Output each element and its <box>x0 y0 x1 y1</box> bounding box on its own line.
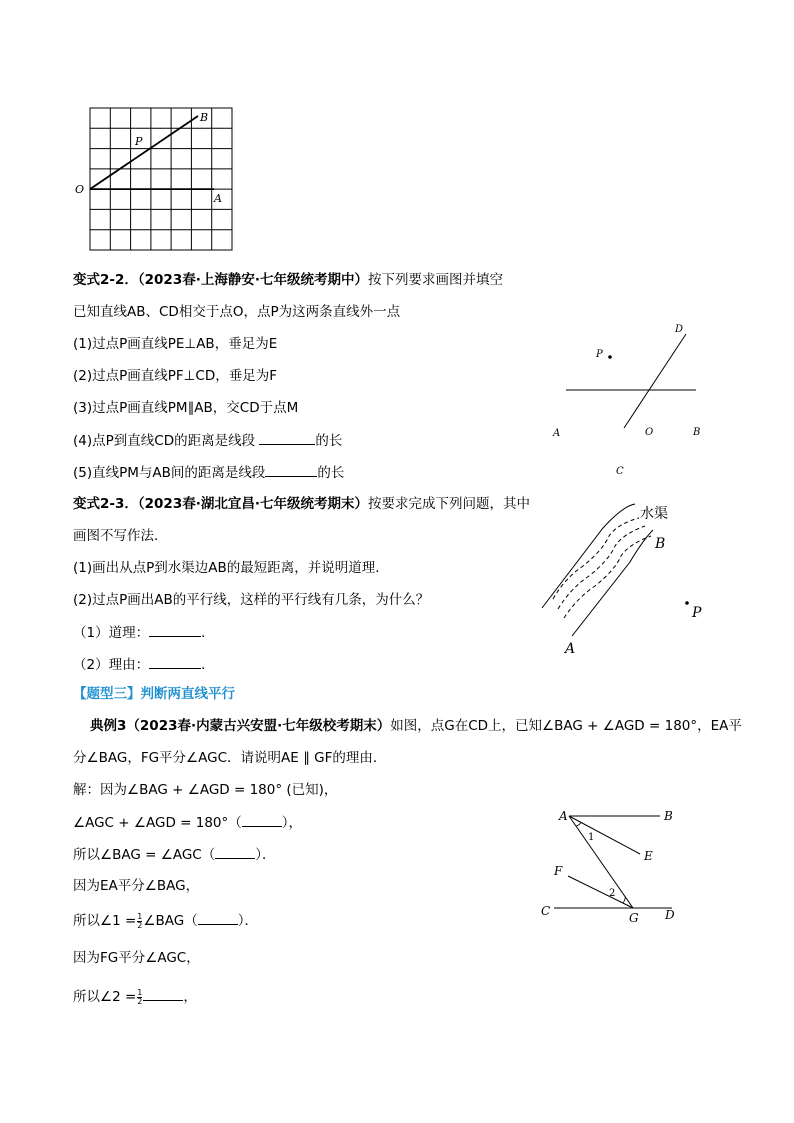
label-a: A <box>214 192 222 205</box>
label-b: B <box>655 536 666 552</box>
label-b: B <box>693 427 701 438</box>
label-a: A <box>559 809 568 823</box>
grid-figure <box>72 104 242 256</box>
label-angle-1: 1 <box>588 832 595 843</box>
segment-ag <box>569 816 633 908</box>
label-o: O <box>75 183 85 196</box>
ex3-line1: 典例3（2023春·内蒙古兴安盟·七年级校考期末）如图，点G在CD上，已知∠BAG + ∠AGD = 180°，EA平 <box>90 718 742 734</box>
label-canal: 水渠 <box>640 506 668 522</box>
answer-blank[interactable] <box>149 654 201 669</box>
v23-q2: (2)过点P画出AB的平行线，这样的平行线有几条，为什么？ <box>73 592 430 608</box>
v23-a1: （1）道理： ． <box>73 622 215 643</box>
label-c: C <box>616 466 624 477</box>
point-p <box>608 355 612 359</box>
label-c: C <box>541 904 551 918</box>
v22-item-4: (4)点P到直线CD的距离是线段 的长 <box>73 430 342 451</box>
answer-blank[interactable] <box>265 462 317 477</box>
v23-a2: （2）理由： ． <box>73 654 215 675</box>
v22-given: 已知直线AB、CD相交于点O，点P为这两条直线外一点 <box>73 304 401 320</box>
intersecting-lines-figure <box>548 320 708 480</box>
ray-gf <box>568 876 633 908</box>
fraction-half: $\frac{1}{2}$ <box>137 911 143 930</box>
label-angle-2: 2 <box>609 888 616 899</box>
v22-item-5: (5)直线PM与AB间的距离是线段 的长 <box>73 462 344 483</box>
answer-blank[interactable] <box>215 844 255 859</box>
answer-blank[interactable] <box>149 622 201 637</box>
v23-line2: 画图不写作法． <box>73 528 168 544</box>
canal-figure <box>535 496 720 661</box>
answer-blank[interactable] <box>198 910 238 925</box>
ex3-step-5: 所以∠1 = $\frac{1}{2}$ ∠BAG（ ）． <box>73 911 258 930</box>
answer-blank[interactable] <box>259 430 315 445</box>
ex3-step-7: 所以∠2 = $\frac{1}{2}$ ， <box>73 987 197 1006</box>
v23-heading: 变式2-3．（2023春·湖北宜昌·七年级统考期末）按要求完成下列问题，其中 <box>73 496 530 512</box>
label-d: D <box>665 908 675 922</box>
label-a: A <box>553 428 561 439</box>
section-title: 【题型三】判断两直线平行 <box>73 686 235 702</box>
line-cd <box>624 334 686 428</box>
v22-item-3: (3)过点P画直线PM∥AB，交CD于点M <box>73 400 299 416</box>
ex3-step-1: 解：因为∠BAG + ∠AGD = 180° (已知)， <box>73 782 338 798</box>
label-b: B <box>664 809 673 823</box>
ex3-step-3: 所以∠BAG = ∠AGC（ ）． <box>73 844 275 865</box>
label-p: P <box>692 605 702 621</box>
label-f: F <box>554 864 563 878</box>
v22-item-1: (1)过点P画直线PE⊥AB，垂足为E <box>73 336 278 352</box>
label-p: P <box>596 349 603 360</box>
ex3-step-2: ∠AGC + ∠AGD = 180°（ ）， <box>73 812 302 833</box>
label-a: A <box>565 641 576 657</box>
label-o: O <box>645 427 654 438</box>
answer-blank[interactable] <box>143 986 183 1001</box>
label-g: G <box>629 911 639 925</box>
answer-blank[interactable] <box>242 812 282 827</box>
v23-q1: (1)画出从点P到水渠边AB的最短距离，并说明道理． <box>73 560 389 576</box>
label-d: D <box>675 324 684 335</box>
ray-ob <box>90 116 198 189</box>
label-e: E <box>644 849 653 863</box>
point-p <box>685 601 689 605</box>
v22-item-2: (2)过点P画直线PF⊥CD，垂足为F <box>73 368 278 384</box>
v22-heading: 变式2-2．（2023春·上海静安·七年级统考期中）按下列要求画图并填空 <box>73 272 503 288</box>
ex3-step-4: 因为EA平分∠BAG， <box>73 878 200 894</box>
parallel-lines-figure <box>538 804 688 928</box>
ex3-step-6: 因为FG平分∠AGC， <box>73 950 200 966</box>
ray-ae <box>569 816 640 854</box>
fraction-half: $\frac{1}{2}$ <box>137 987 143 1006</box>
label-b: B <box>200 111 209 124</box>
label-p: P <box>135 135 143 148</box>
ex3-line2: 分∠BAG，FG平分∠AGC．请说明AE ∥ GF的理由． <box>73 750 387 766</box>
